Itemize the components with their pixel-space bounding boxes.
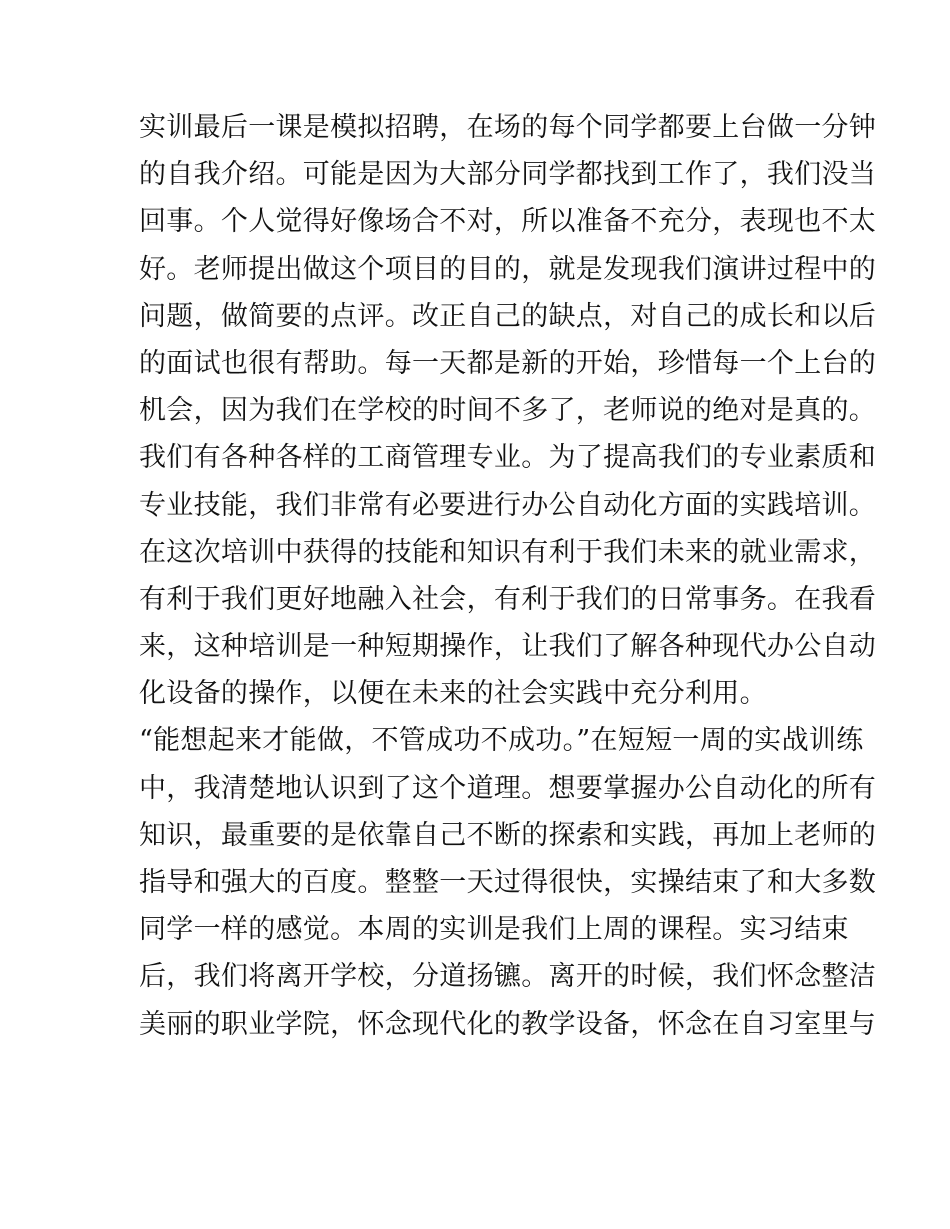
text-line-15: 中，我清楚地认识到了这个道理。想要掌握办公自动化的所有: [139, 772, 877, 804]
text-line-17: 指导和强大的百度。整整一天过得很快，实操结束了和大多数: [139, 867, 877, 898]
text-line-2: 的自我介绍。可能是因为大部分同学都找到工作了，我们没当: [139, 159, 877, 191]
text-line-4: 好。老师提出做这个项目的目的，就是发现我们演讲过程中的: [139, 253, 877, 285]
text-line-12: 来，这种培训是一种短期操作，让我们了解各种现代办公自动: [139, 631, 877, 663]
text-line-7: 机会，因为我们在学校的时间不多了，老师说的绝对是真的。: [139, 395, 877, 427]
text-line-1: 实训最后一课是模拟招聘，在场的每个同学都要上台做一分钟: [139, 112, 877, 143]
body-text: [139, 104, 877, 1048]
text-line-19: 后，我们将离开学校，分道扬镳。离开的时候，我们怀念整洁: [139, 961, 877, 993]
text-line-9: 专业技能，我们非常有必要进行办公自动化方面的实践培训。: [139, 489, 877, 521]
text-line-5: 问题，做简要的点评。改正自己的缺点，对自己的成长和以后: [139, 300, 877, 332]
text-line-18: 同学一样的感觉。本周的实训是我们上周的课程。实习结束: [139, 914, 849, 946]
text-line-14: “能想起来才能做，不管成功不成功。”在短短一周的实战训练: [139, 725, 864, 757]
text-line-16: 知识，最重要的是依靠自己不断的探索和实践，再加上老师的: [139, 819, 877, 851]
text-line-13: 化设备的操作，以便在未来的社会实践中充分利用。: [139, 678, 767, 710]
text-line-11: 有利于我们更好地融入社会，有利于我们的日常事务。在我看: [139, 583, 877, 615]
text-line-6: 的面试也很有帮助。每一天都是新的开始，珍惜每一个上台的: [139, 347, 877, 379]
text-line-3: 回事。个人觉得好像场合不对，所以准备不充分，表现也不太: [139, 206, 877, 238]
text-line-10: 在这次培训中获得的技能和知识有利于我们未来的就业需求，: [139, 536, 877, 568]
text-line-20: 美丽的职业学院，怀念现代化的教学设备，怀念在自习室里与: [139, 1008, 877, 1040]
text-line-8: 我们有各种各样的工商管理专业。为了提高我们的专业素质和: [139, 442, 877, 474]
